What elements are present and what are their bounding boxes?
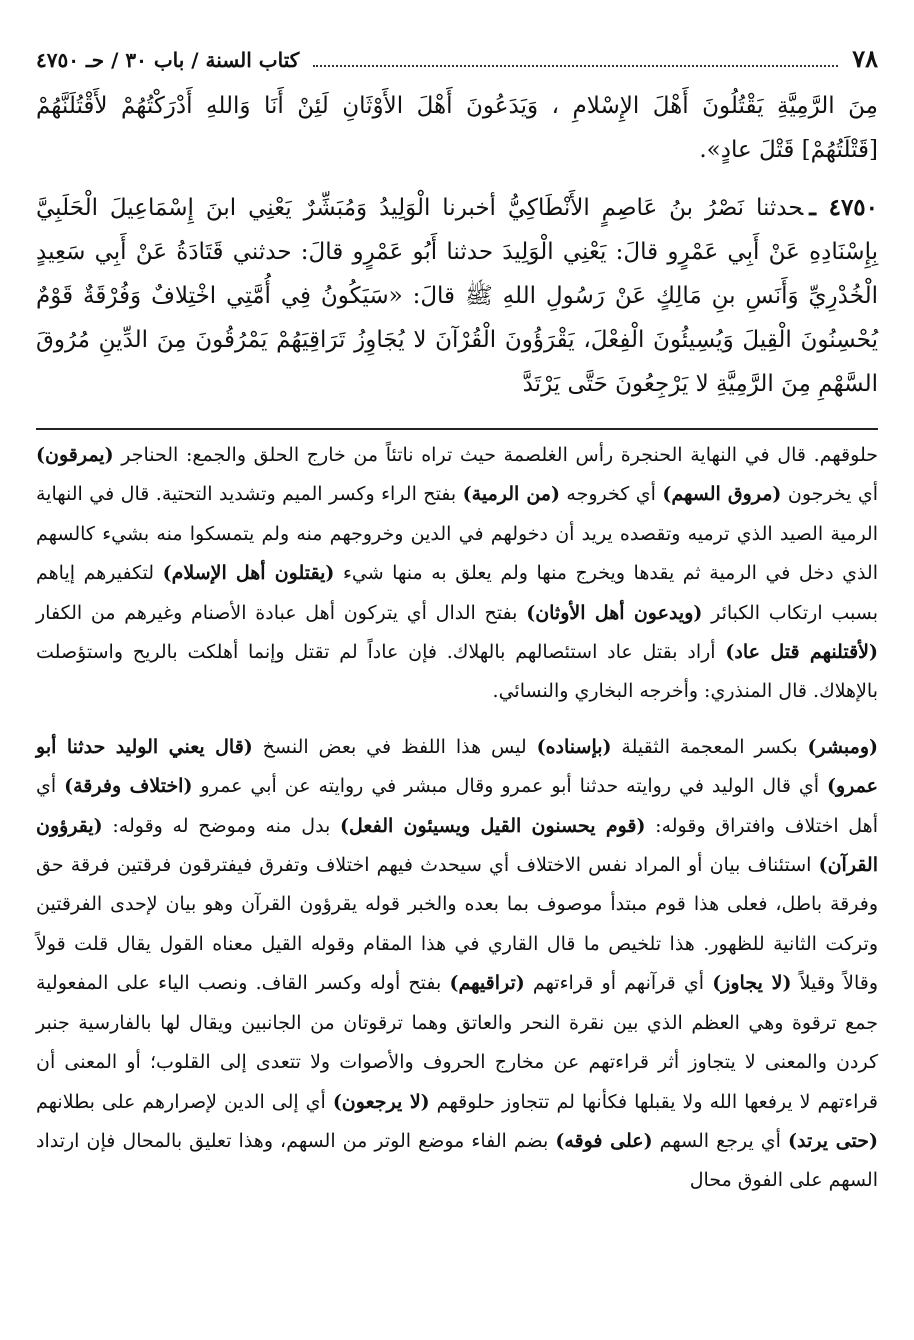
commentary-text: أي قال الوليد في روايته حدثنا أبو عمرو وقال مبشر في روايته عن أبي عمرو <box>192 775 827 798</box>
commentary-text: أي قرآنهم أو قراءتهم <box>524 972 713 995</box>
hadith-body: حدثنا نَصْرُ بنُ عَاصِمٍ الأَنْطَاكِيُّ أخبرنا الْوَلِيدُ وَمُبَشِّرٌ يَعْنِي ابنَ إِسْمَاعِيلَ الْحَلَبِيَّ بِإِسْنَادِهِ عَنْ أَبِي عَمْرٍو قالَ: يَعْنِي الْوَلِيدَ حدثنا أَبُو عَمْرٍو قالَ: حدثني قَتَادَةُ عَنْ أَبِي سَعِيدٍ الْخُدْرِيِّ وَأَنَسِ بنِ مَالِكٍ عَنْ رَسُولِ اللهِ ﷺ قالَ: «سَيَكُونُ فِي أُمَّتِي اخْتِلافٌ وَفُرْقَةٌ قَوْمٌ يُحْسِنُونَ الْقِيلَ وَيُسِيئُونَ الْفِعْلَ، يَقْرَؤُونَ الْقُرْآنَ لا يُجَاوِزُ تَرَاقِيَهُمْ يَمْرُقُونَ مِنَ الدِّينِ مُرُوقَ السَّهْمِ مِنَ الرَّمِيَّةِ لا يَرْجِعُونَ حَتَّى يَرْتَدَّ <box>36 195 878 397</box>
commentary-lemma: (يقتلون أهل الإسلام) <box>162 562 335 585</box>
hadith-paragraph <box>36 186 878 406</box>
commentary-lemma: (لا يجاوز) <box>712 972 792 995</box>
commentary-lemma: (لا يرجعون) <box>332 1090 430 1113</box>
commentary-text: استئناف بيان أو المراد نفس الاختلاف أي سيحدث فيهم اختلاف وتفرق فيفترقون فرقتين فرقة حق وفرقة باطل، فعلى هذا قوم مبتدأ موصوف بما بعده والخبر قوله يقرؤون القرآن وهو بيان لإحدى الفرقتين وتركت الثانية للظهور. هذا تلخيص ما قال القاري في هذا المقام وقوله القيل معناه القول يقال قلت قولاً وقالاً وقيلاً <box>36 854 879 995</box>
commentary-text: بدل منه وموضح له وقوله: <box>102 814 341 837</box>
commentary-paragraph-2 <box>36 728 878 1201</box>
commentary-text: أي أهل اختلاف وافتراق وقوله: <box>36 775 878 837</box>
commentary-lemma: (قوم يحسنون القيل ويسيئون الفعل) <box>340 814 646 837</box>
commentary-text: بفتح الراء وكسر الميم وتشديد التحتية. قال في النهاية الرمية الصيد الذي ترميه وتقصده يريد أن دخولهم في الدين وخروجهم منه ولم يتمسكوا منه بشيء كالسهم الذي دخل في الرمية ثم يقدها ويخرج منها ولم يعلق به منها شيء <box>36 483 878 585</box>
page-number: ٧٨ <box>852 44 878 73</box>
commentary-text: بضم الفاء موضع الوتر من السهم، وهذا تعليق بالمحال فإن ارتداد السهم على الفوق محال <box>36 1129 878 1192</box>
commentary-lemma: (يمرقون) <box>36 444 114 466</box>
hadith-text-block <box>36 84 878 406</box>
hadith-number: ٤٧٥٠ ـ <box>809 194 879 221</box>
commentary-text: أي كخروجه <box>559 483 663 506</box>
commentary-lemma: (على فوقه) <box>555 1129 653 1152</box>
commentary-text: ليس هذا اللفظ في بعض النسخ <box>252 735 537 758</box>
hadith-continuation: مِنَ الرَّمِيَّةِ يَقْتُلُونَ أَهْلَ الإِسْلامِ ، وَيَدَعُونَ أَهْلَ الأَوْثَانِ لَئِنْ أَنَا وَاللهِ أَدْرَكْتُهُمْ لأَقْتُلَنَّهُمْ [قَتْلَتُهُمْ] قَتْلَ عادٍ». <box>36 93 878 163</box>
commentary-lemma: (تراقيهم) <box>449 972 525 995</box>
header-dotted-leader <box>313 51 838 67</box>
page-header <box>36 44 878 84</box>
commentary-paragraph-1 <box>36 436 878 712</box>
commentary-lemma: (يقرؤون القرآن) <box>36 814 878 877</box>
commentary-lemma: (قال يعني الوليد حدثنا أبو عمرو) <box>36 735 878 798</box>
commentary-lemma: (من الرمية) <box>462 483 560 506</box>
commentary-text: حلوقهم. قال في النهاية الحنجرة رأس الغلصمة حيث تراه ناتئاً من خارج الحلق والجمع: الحناجر <box>113 444 878 466</box>
footnote-separator <box>36 428 878 430</box>
commentary-lemma: (بإسناده) <box>536 735 612 758</box>
commentary-lemma: (اختلاف وفرقة) <box>64 775 193 798</box>
commentary-block <box>36 436 878 1201</box>
commentary-lemma: (حتى يرتد) <box>788 1129 878 1152</box>
commentary-text: أراد بقتل عاد استئصالهم بالهلاك. فإن عاداً لم تقتل وإنما أهلكت بالريح واستؤصلت بالإهلاك. قال المنذري: وأخرجه البخاري والنسائي. <box>36 641 878 703</box>
commentary-text: لتكفيرهم إياهم بسبب ارتكاب الكبائر <box>36 562 878 624</box>
commentary-text: أي إلى الدين لإصرارهم على بطلانهم <box>36 1090 333 1113</box>
commentary-lemma: (لأقتلنهم قتل عاد) <box>725 641 878 664</box>
commentary-lemma: (ويدعون أهل الأوثان) <box>526 601 703 624</box>
book-page <box>36 44 878 1201</box>
commentary-lemma: (مروق السهم) <box>662 483 782 506</box>
running-title: كتاب السنة / باب ٣٠ / حـ ٤٧٥٠ <box>36 48 300 72</box>
commentary-text: بفتح أوله وكسر القاف. ونصب الياء على المفعولية جمع ترقوة وهي العظم الذي بين نقرة النحر والعاتق وهما ترقوتان من الجانبين ويقال لها بالفارسية جنبر كردن والمعنى لا يتجاوز أثر قراءتهم عن مخارج الحروف والأصوات ولا تتعدى إلى القلوب؛ أو المعنى أن قراءتهم لا يرفعها الله ولا يقبلها فكأنها لم تتجاوز حلوقهم <box>36 972 878 1113</box>
commentary-lemma: (ومبشر) <box>807 735 878 758</box>
commentary-text: أي يخرجون <box>781 483 879 506</box>
commentary-text: بكسر المعجمة الثقيلة <box>611 735 808 758</box>
commentary-text: بفتح الدال أي يتركون أهل عبادة الأصنام وغيرهم من الكفار <box>36 601 527 624</box>
commentary-text: أي يرجع السهم <box>652 1129 789 1152</box>
